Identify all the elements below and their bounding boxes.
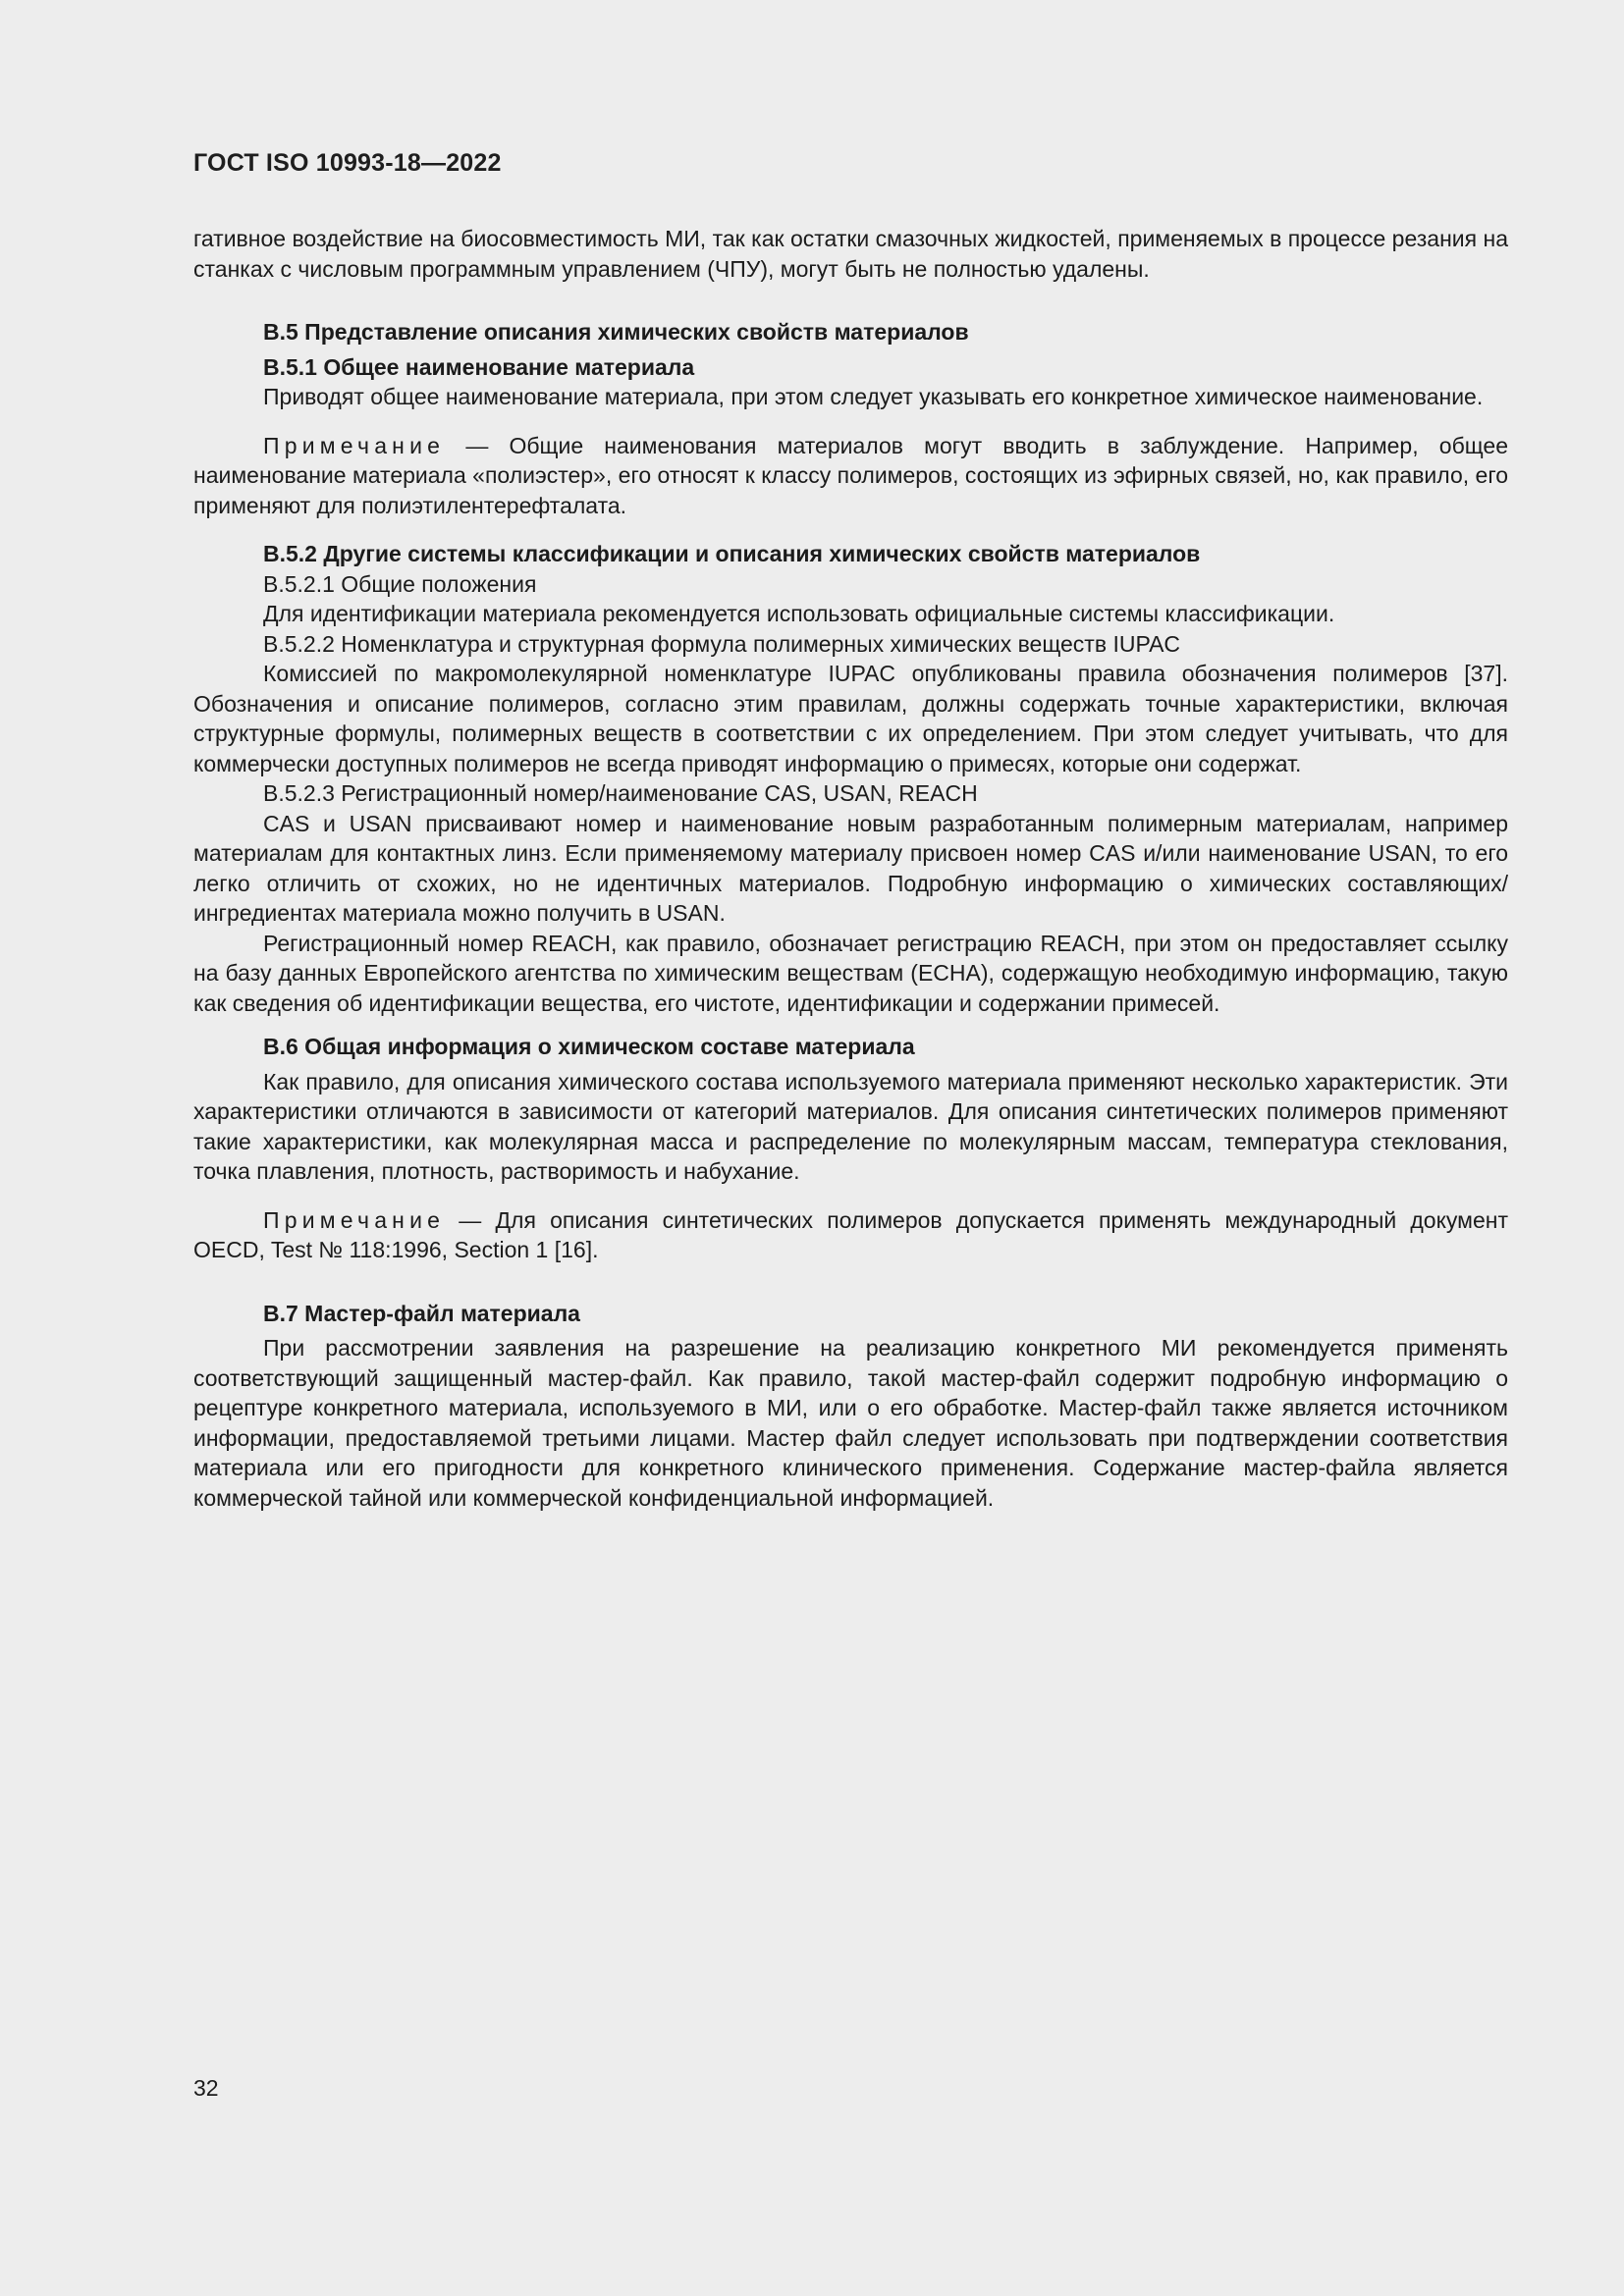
- subsection-heading-b5-2-1: В.5.2.1 Общие положения: [263, 570, 537, 597]
- section-heading-b5: В.5 Представление описания химических свойств материалов: [263, 319, 969, 345]
- section-heading-b5-1: В.5.1 Общее наименование материала: [263, 353, 695, 380]
- note-b6: [193, 1205, 1508, 1265]
- paragraph-b5-2-2: Комиссией по макромолекулярной номенклатуре IUPAC опубликованы правила обозначения полимеров [37]. Обозначения и описание полимеров, согласно этим правилам, должны содержать точные характеристики, включая структурные формулы, полимерных веществ в соответствии с их определением. При этом следует учитывать, что для коммерчески доступных полимеров не всегда приводят информацию о примесях, которые они содержат.: [193, 661, 1508, 776]
- note-text: — Общие наименования материалов могут вводить в заблуждение. Например, общее наименование материала «полиэстер», его относят к классу полимеров, состоящих из эфирных связей, но, как правило, его применяют для полиэтилентерефталата.: [193, 432, 1508, 518]
- paragraph-b7: При рассмотрении заявления на разрешение на реализацию конкретного МИ рекомендуется применять соответствующий защищенный мастер-файл. Как правило, такой мастер-файл содержит подробную информацию о рецептуре конкретного материала, используемого в МИ, или о его обработке. Мастер-файл также является источником информации, предоставляемой третьими лицами. Мастер файл следует использовать при подтверждении соответствия материала или его пригодности для конкретного клинического применения. Содержание мастер-файла является коммерческой тайной или коммерческой конфиденциальной информацией.: [193, 1335, 1508, 1511]
- page-number: 32: [193, 2075, 219, 2101]
- subsection-heading-b5-2-3: В.5.2.3 Регистрационный номер/наименование CAS, USAN, REACH: [263, 780, 978, 806]
- paragraph-b6: Как правило, для описания химического состава используемого материала применяют несколько характеристик. Эти характеристики отличаются в зависимости от категорий материалов. Для описания синтетических полимеров применяют такие характеристики, как молекулярная масса и распределение по молекулярным массам, температура стеклования, точка плавления, плотность, растворимость и набухание.: [193, 1068, 1508, 1184]
- section-heading-b7: В.7 Мастер-файл материала: [263, 1300, 580, 1326]
- note-text: — Для описания синтетических полимеров допускается применять международный документ OECD, Test № 118:1996, Section 1 [16].: [193, 1206, 1508, 1262]
- subsection-heading-b5-2-2: В.5.2.2 Номенклатура и структурная формула полимерных химических веществ IUPAC: [263, 630, 1181, 657]
- paragraph-b5-2-3-cas-usan: CAS и USAN присваивают номер и наименование новым разработанным полимерным материалам, например материалам для контактных линз. Если применяемому материалу присвоен номер CAS и/или наименование USAN, то его легко отличить от схожих, но не идентичных материалов. Подробную информацию о химических составляющих/ингредиентах материала можно получить в USAN.: [193, 810, 1508, 926]
- paragraph-continuation: гативное воздействие на биосовместимость МИ, так как остатки смазочных жидкостей, применяемых в процессе резания на станках с числовым программным управлением (ЧПУ), могут быть не полностью удалены.: [193, 226, 1508, 282]
- note-label: Примечание: [263, 432, 446, 458]
- section-heading-b5-2: В.5.2 Другие системы классификации и описания химических свойств материалов: [263, 541, 1201, 566]
- note-b5-1: [193, 431, 1508, 521]
- document-header: ГОСТ ISO 10993-18—2022: [193, 149, 502, 177]
- paragraph-b5-2-1: Для идентификации материала рекомендуется использовать официальные системы классификации.: [263, 601, 1335, 626]
- document-body: [193, 224, 1508, 1513]
- section-heading-b6: В.6 Общая информация о химическом составе материала: [263, 1034, 915, 1059]
- paragraph-b5-2-3-reach: Регистрационный номер REACH, как правило, обозначает регистрацию REACH, при этом он предоставляет ссылку на базу данных Европейского агентства по химическим веществам (ЕСНА), содержащую необходимую информацию, такую как сведения об идентификации вещества, его чистоте, идентификации и содержании примесей.: [193, 930, 1508, 1016]
- note-label: Примечание: [263, 1206, 446, 1233]
- paragraph-b5-1: Приводят общее наименование материала, при этом следует указывать его конкретное химическое наименование.: [263, 384, 1484, 409]
